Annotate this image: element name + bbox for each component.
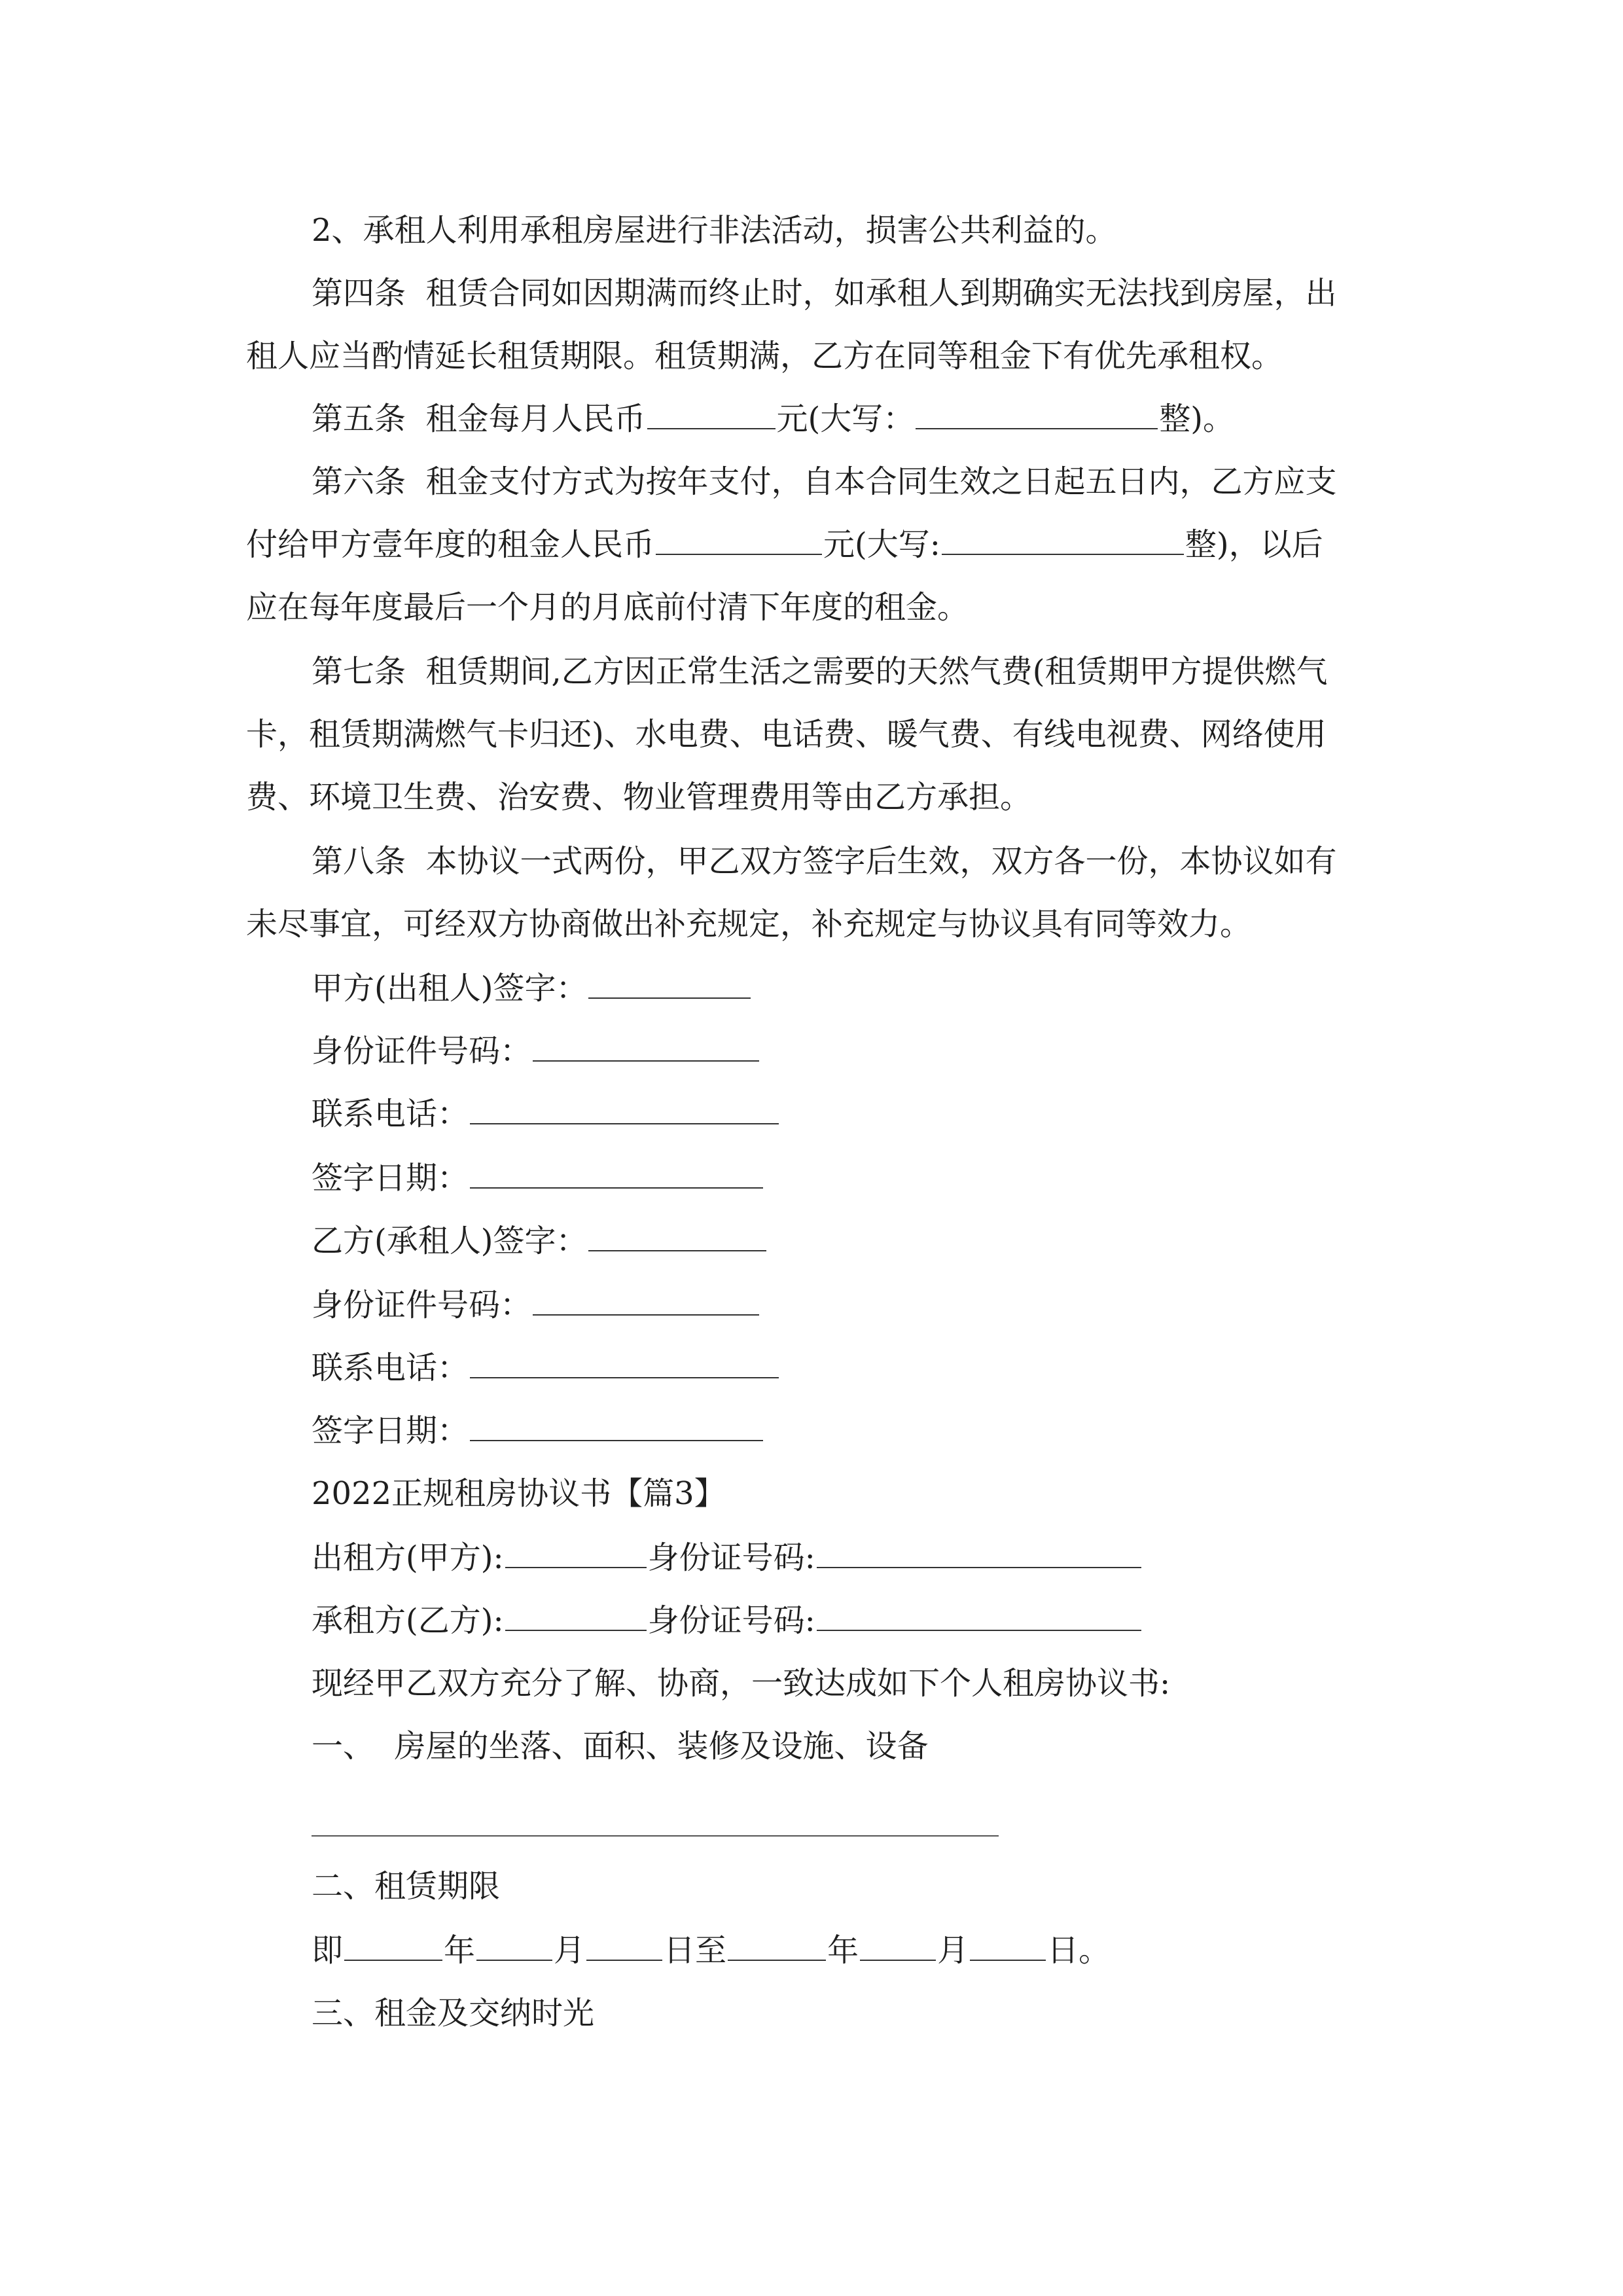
lessee-line: 承租方(乙方): 身份证号码: <box>312 1601 1623 1640</box>
start-month-blank[interactable] <box>476 1931 552 1961</box>
party-b-date-line: 签字日期： <box>312 1411 1623 1450</box>
article-7-line-3: 费、环境卫生费、治安费、物业管理费用等由乙方承担。 <box>246 779 1032 816</box>
article-7-line-2: 卡，租赁期满燃气卡归还)、水电费、电话费、暖气费、有线电视费、网络使用 <box>246 716 1327 753</box>
article-7-line-1: 第七条 租赁期间,乙方因正常生活之需要的天然气费(租赁期甲方提供燃气 <box>312 653 1328 690</box>
annual-rent-blank[interactable] <box>656 525 822 555</box>
end-day-blank[interactable] <box>970 1931 1046 1961</box>
text-line: 2、承租人利用承租房屋进行非法活动，损害公共利益的。 <box>312 212 1117 249</box>
monthly-rent-blank[interactable] <box>647 399 776 429</box>
party-b-signature-line: 乙方(承租人)签字： <box>312 1221 1623 1261</box>
party-a-date-blank[interactable] <box>470 1158 763 1189</box>
party-b-id-line: 身份证件号码： <box>312 1285 1623 1325</box>
agreement-intro: 现经甲乙双方充分了解、协商，一致达成如下个人租房协议书: <box>312 1665 1171 1702</box>
party-b-phone-blank[interactable] <box>470 1348 779 1378</box>
end-year-blank[interactable] <box>728 1931 826 1961</box>
clause-3-heading: 三、租金及交纳时光 <box>312 1995 595 2032</box>
article-5-line: 第五条 租金每月人民币 元(大写： 整)。 <box>312 401 1234 437</box>
party-b-phone-line: 联系电话： <box>312 1348 1623 1388</box>
monthly-rent-words-blank[interactable] <box>916 399 1158 429</box>
section-heading: 2022正规租房协议书【篇3】 <box>312 1475 726 1512</box>
lessee-name-blank[interactable] <box>505 1601 647 1631</box>
lessor-line: 出租方(甲方): 身份证号码: <box>312 1538 1623 1577</box>
clause-1-heading: 一、 房屋的坐落、面积、装修及设施、设备 <box>312 1728 929 1765</box>
start-year-blank[interactable] <box>344 1931 442 1961</box>
annual-rent-words-blank[interactable] <box>942 525 1184 555</box>
party-a-phone-blank[interactable] <box>470 1094 779 1124</box>
end-month-blank[interactable] <box>860 1931 936 1961</box>
lessee-id-blank[interactable] <box>817 1601 1141 1631</box>
article-6-line-3: 应在每年度最后一个月的月底前付清下年度的租金。 <box>246 589 969 626</box>
clause-2-heading: 二、租赁期限 <box>312 1868 501 1905</box>
article-6-line-2: 付给甲方壹年度的租金人民币 元(大写: 整)，以后 <box>246 526 1323 563</box>
party-a-date-line: 签字日期： <box>312 1158 1623 1198</box>
article-6-line-1: 第六条 租金支付方式为按年支付，自本合同生效之日起五日内，乙方应支 <box>312 463 1337 500</box>
party-b-signature-blank[interactable] <box>588 1221 766 1251</box>
article-4-line-2: 租人应当酌情延长租赁期限。租赁期满，乙方在同等租金下有优先承租权。 <box>246 338 1283 374</box>
lessor-name-blank[interactable] <box>505 1538 647 1568</box>
party-b-date-blank[interactable] <box>470 1411 763 1441</box>
party-a-signature-line: 甲方(出租人)签字： <box>312 969 1623 1008</box>
article-8-line-2: 未尽事宜，可经双方协商做出补充规定，补充规定与协议具有同等效力。 <box>246 906 1252 942</box>
article-8-line-1: 第八条 本协议一式两份，甲乙双方签字后生效，双方各一份，本协议如有 <box>312 843 1337 880</box>
start-day-blank[interactable] <box>586 1931 662 1961</box>
clause-1-fill-line[interactable] <box>312 1835 999 1837</box>
lease-term-line: 即 年 月 日至 年 月 日。 <box>312 1932 1111 1969</box>
party-a-id-line: 身份证件号码： <box>312 1031 1623 1071</box>
party-a-phone-line: 联系电话： <box>312 1094 1623 1134</box>
party-a-signature-blank[interactable] <box>588 969 751 999</box>
lessor-id-blank[interactable] <box>817 1538 1141 1568</box>
party-a-id-blank[interactable] <box>533 1031 759 1062</box>
party-b-id-blank[interactable] <box>533 1285 759 1316</box>
article-4-line-1: 第四条 租赁合同如因期满而终止时，如承租人到期确实无法找到房屋，出 <box>312 275 1337 312</box>
